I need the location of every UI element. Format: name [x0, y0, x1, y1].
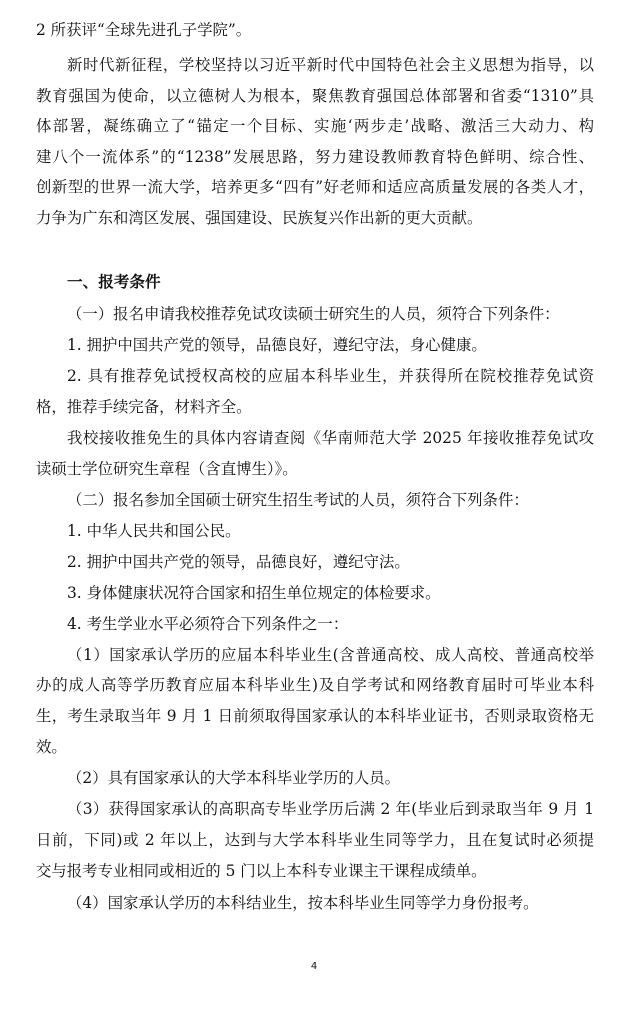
- part2-item-3: 3. 身体健康状况符合国家和招生单位规定的体检要求。: [67, 584, 441, 602]
- part2-title: （二）报名参加全国硕士研究生招生考试的人员，须符合下列条件：: [67, 491, 529, 509]
- part2-item-2: 2. 拥护中国共产党的领导，品德良好，遵纪守法。: [67, 553, 410, 571]
- intro-line-6: 力争为广东和湾区发展、强国建设、民族复兴作出新的更大贡献。: [36, 209, 483, 227]
- intro-line-5: 创新型的世界一流大学，培养更多“四有”好老师和适应高质量发展的各类人才，: [36, 178, 594, 196]
- intro-line-3: 体部署，凝练确立了“锚定一个目标、实施‘两步走’战略、激活三大动力、构: [36, 117, 594, 135]
- part2-sub1-line-3: 生，考生录取当年 9 月 1 日前须取得国家承认的本科毕业证书，否则录取资格无: [36, 707, 594, 725]
- part1-item-1: 1. 拥护中国共产党的领导，品德良好，遵纪守法，身心健康。: [67, 336, 487, 354]
- intro-line-4: 建八个一流体系”的“1238”发展思路，努力建设教师教育特色鲜明、综合性、: [36, 148, 594, 166]
- part1-note-line-2: 读硕士学位研究生章程（含直博生）》。: [36, 460, 298, 478]
- part2-sub3-line-1: （3）获得国家承认的高职高专毕业学历后满 2 年(毕业后到录取当年 9 月 1: [67, 800, 594, 818]
- part2-item-4: 4. 考生学业水平必须符合下列条件之一：: [67, 615, 349, 633]
- part2-sub1-line-4: 效。: [36, 738, 67, 756]
- part1-item-2-line-1: 2. 具有推荐免试授权高校的应届本科毕业生，并获得所在院校推荐免试资: [67, 367, 594, 385]
- part2-item-1: 1. 中华人民共和国公民。: [67, 522, 241, 540]
- part1-item-2-line-2: 格，推荐手续完备，材料齐全。: [36, 398, 252, 416]
- intro-line-1: 新时代新征程，学校坚持以习近平新时代中国特色社会主义思想为指导，以: [67, 56, 594, 74]
- part2-sub1-line-2: 办的成人高等学历教育应届本科毕业生)及自学考试和网络教育届时可毕业本科: [36, 676, 594, 694]
- part1-note-line-1: 我校接收推免生的具体内容请查阅《华南师范大学 2025 年接收推荐免试攻: [67, 429, 594, 447]
- part2-sub4: （4）国家承认学历的本科结业生，按本科毕业生同等学力身份报考。: [67, 894, 539, 912]
- part2-sub2: （2）具有国家承认的大学本科毕业学历的人员。: [67, 769, 400, 787]
- intro-line-2: 教育强国为使命，以立德树人为根本，聚焦教育强国总体部署和省委“1310”具: [36, 87, 594, 105]
- page-number: 4: [310, 961, 318, 972]
- part2-sub3-line-2: 日前，下同)或 2 年以上，达到与大学本科毕业生同等学力，且在复试时必须提: [36, 831, 594, 849]
- part2-sub3-line-3: 交与报考专业相同或相近的 5 门以上本科专业课主干课程成绩单。: [36, 862, 487, 880]
- intro-tail: 2 所获评“全球先进孔子学院”。: [36, 21, 252, 39]
- part1-title: （一）报名申请我校推荐免试攻读硕士研究生的人员，须符合下列条件：: [67, 305, 560, 323]
- part2-sub1-line-1: （1）国家承认学历的应届本科毕业生(含普通高校、成人高校、普通高校举: [67, 646, 594, 664]
- section-heading: 一、报考条件: [67, 273, 161, 291]
